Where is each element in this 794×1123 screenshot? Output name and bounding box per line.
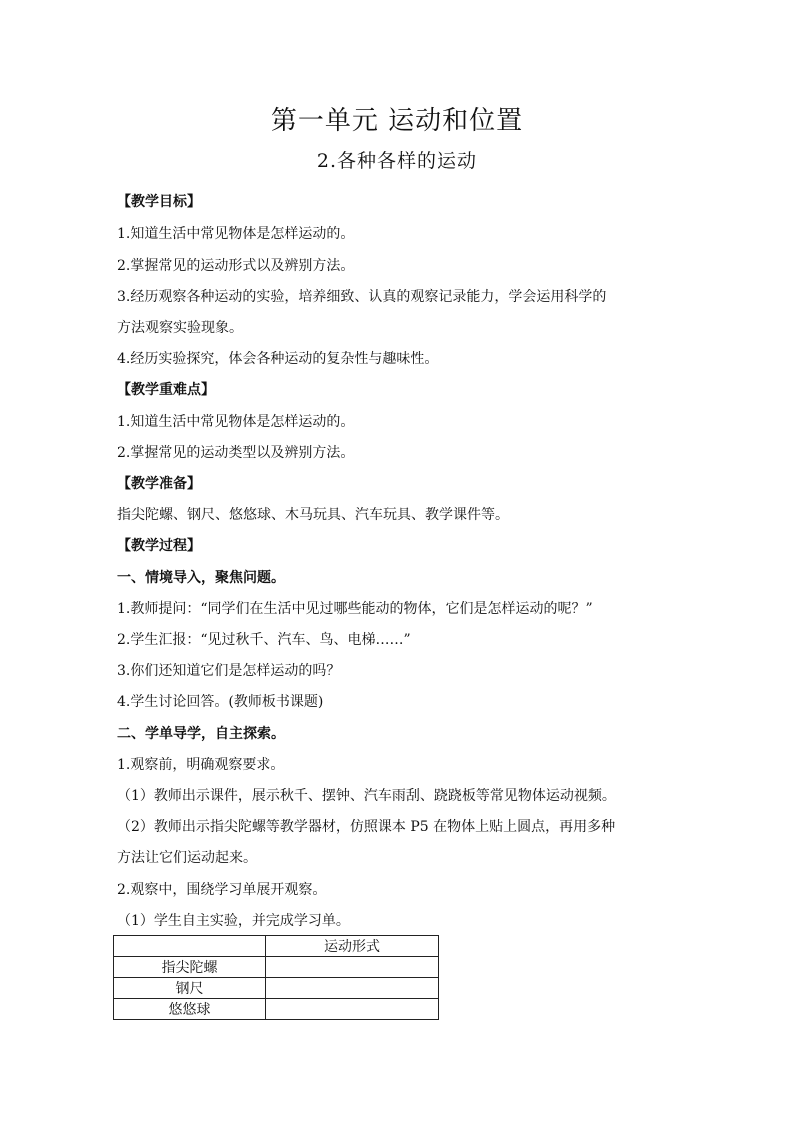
process-item-continuation: 方法让它们运动起来。	[117, 850, 257, 866]
preparation-text: 指尖陀螺、钢尺、悠悠球、木马玩具、汽车玩具、教学课件等。	[117, 507, 509, 523]
table-cell-motion	[266, 999, 439, 1020]
table-cell-motion	[266, 957, 439, 978]
objective-item: 2.掌握常见的运动形式以及辨别方法。	[117, 258, 355, 274]
process-item: 1.观察前，明确观察要求。	[117, 757, 285, 773]
process-heading: 【教学过程】	[117, 538, 201, 554]
objective-item: 4.经历实验探究，体会各种运动的复杂性与趣味性。	[117, 351, 439, 367]
objective-item-continuation: 方法观察实验现象。	[117, 320, 243, 336]
objective-item: 1.知道生活中常见物体是怎样运动的。	[117, 226, 355, 242]
section-heading: 一、情境导入，聚焦问题。	[117, 570, 285, 586]
table-row	[114, 999, 439, 1020]
table-header-cell	[114, 936, 266, 957]
table-row	[114, 978, 439, 999]
table-header-row	[114, 936, 439, 957]
process-item: （1）学生自主实验，并完成学习单。	[117, 913, 350, 929]
study-worksheet-table	[113, 935, 439, 1020]
process-item: 2.学生汇报：“见过秋千、汽车、鸟、电梯……”	[117, 632, 411, 648]
table-cell-motion	[266, 978, 439, 999]
section-heading: 二、学单导学，自主探索。	[117, 726, 285, 742]
key-points-heading: 【教学重难点】	[117, 382, 215, 398]
process-item: 1.教师提问：“同学们在生活中见过哪些能动的物体，它们是怎样运动的呢？”	[117, 601, 593, 617]
process-item: 2.观察中，围绕学习单展开观察。	[117, 882, 327, 898]
process-item: 4.学生讨论回答。(教师板书课题)	[117, 694, 324, 710]
objective-item: 3.经历观察各种运动的实验，培养细致、认真的观察记录能力，学会运用科学的	[117, 289, 607, 305]
process-item: （2）教师出示指尖陀螺等教学器材，仿照课本 P5 在物体上贴上圆点，再用多种	[117, 819, 616, 835]
key-point-item: 2.掌握常见的运动类型以及辨别方法。	[117, 445, 355, 461]
table-cell-object: 悠悠球	[114, 999, 266, 1020]
process-item: 3.你们还知道它们是怎样运动的吗？	[117, 663, 341, 679]
table-row	[114, 957, 439, 978]
table-cell-object: 指尖陀螺	[114, 957, 266, 978]
preparation-heading: 【教学准备】	[117, 476, 201, 492]
unit-title: 第一单元 运动和位置	[270, 106, 524, 136]
objectives-heading: 【教学目标】	[117, 194, 201, 210]
table-header-cell: 运动形式	[266, 936, 439, 957]
lesson-subtitle: 2.各种各样的运动	[316, 150, 478, 172]
process-item: （1）教师出示课件，展示秋千、摆钟、汽车雨刮、跷跷板等常见物体运动视频。	[117, 788, 616, 804]
table-cell-object: 钢尺	[114, 978, 266, 999]
key-point-item: 1.知道生活中常见物体是怎样运动的。	[117, 414, 355, 430]
